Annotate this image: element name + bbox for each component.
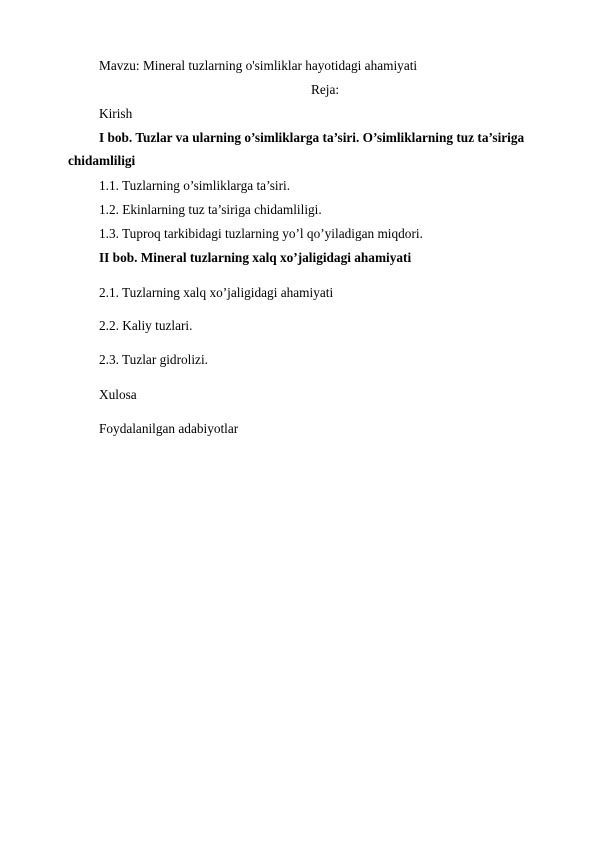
- intro-item: Kirish: [99, 106, 133, 121]
- chapter2-item: 2.3. Tuzlar gidrolizi.: [99, 352, 208, 367]
- topic-line: Mavzu: Mineral tuzlarning o'simliklar hayotidagi ahamiyati: [99, 58, 418, 73]
- chapter1-item: 1.3. Tuproq tarkibidagi tuzlarning yo’l qo’yiladigan miqdori.: [99, 226, 423, 241]
- plan-heading: Reja:: [311, 82, 340, 97]
- conclusion-item: Xulosa: [99, 387, 137, 402]
- chapter1-title-line2: chidamliligi: [68, 153, 136, 168]
- chapter1-item: 1.2. Ekinlarning tuz ta’siriga chidamliligi.: [99, 202, 322, 217]
- chapter2-title: II bob. Mineral tuzlarning xalq xo’jaligidagi ahamiyati: [99, 250, 412, 265]
- chapter1-item: 1.1. Tuzlarning o’simliklarga ta’siri.: [99, 178, 291, 193]
- references-item: Foydalanilgan adabiyotlar: [99, 421, 239, 436]
- chapter2-item: 2.2. Kaliy tuzlari.: [99, 318, 193, 333]
- chapter2-item: 2.1. Tuzlarning xalq xo’jaligidagi ahamiyati: [99, 285, 334, 300]
- chapter1-title-line1: I bob. Tuzlar va ularning o’simliklarga ta’siri. O’simliklarning tuz ta’siriga: [99, 130, 525, 145]
